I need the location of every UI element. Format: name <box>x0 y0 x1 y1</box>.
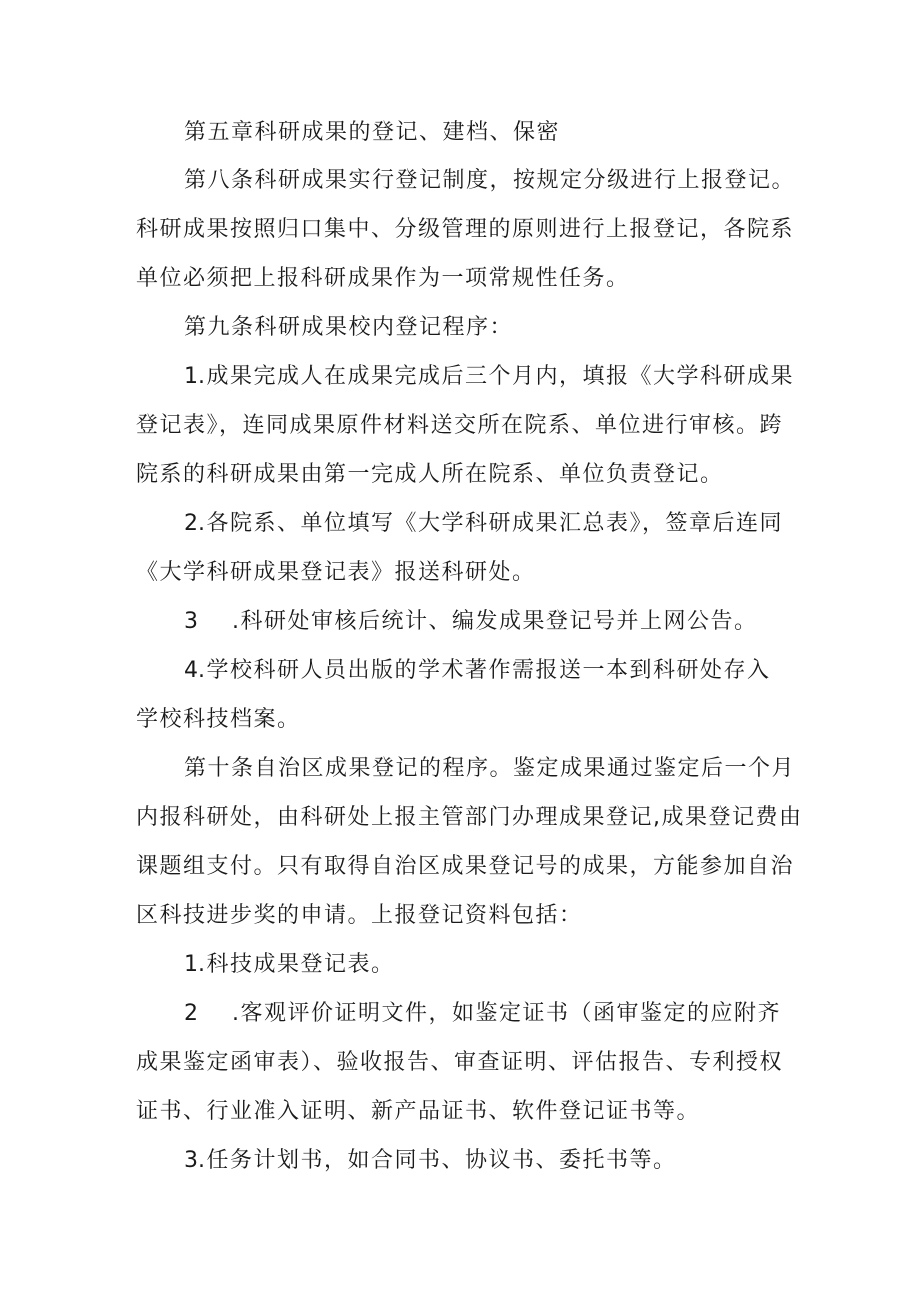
list-item <box>184 509 783 539</box>
item-number: 2 <box>184 511 200 536</box>
item-text: .各院系、单位填写《大学科研成果汇总表》，签章后连同 <box>198 511 783 536</box>
list-item-continuation: 《大学科研成果登记表》报送科研处。 <box>136 560 536 585</box>
list-item-continuation: 证书、行业准入证明、新产品证书、软件登记证书等。 <box>136 1099 701 1124</box>
list-item-continuation: 登记表》，连同成果原件材料送交所在院系、单位进行审核。跨 <box>136 413 784 438</box>
article-8-line: 单位必须把上报科研成果作为一项常规性任务。 <box>136 266 630 291</box>
item-number: 3 <box>184 1148 200 1173</box>
item-text: .客观评价证明文件，如鉴定证书（函审鉴定的应附齐 <box>232 1001 781 1026</box>
article-8-line: 科研成果按照归口集中、分级管理的原则进行上报登记，各院系 <box>136 217 795 242</box>
list-item <box>184 950 395 980</box>
item-number: 1 <box>184 364 200 389</box>
article-10-line: 内报科研处，由科研处上报主管部门办理成果登记,成果登记费由 <box>136 805 803 830</box>
item-text: .学校科研人员出版的学术著作需报送一本到科研处存入 <box>198 658 771 683</box>
item-number: 4 <box>184 658 200 683</box>
item-text: .科研处审核后统计、编发成果登记号并上网公告。 <box>232 609 758 634</box>
article-10-line: 课题组支付。只有取得自治区成果登记号的成果，方能参加自治 <box>136 854 795 879</box>
list-item-continuation: 院系的科研成果由第一完成人所在院系、单位负责登记。 <box>136 462 724 487</box>
chapter-title: 第五章科研成果的登记、建档、保密 <box>184 120 561 145</box>
list-item <box>184 607 758 637</box>
item-number: 3 <box>184 609 200 634</box>
article-10-line: 第十条自治区成果登记的程序。鉴定成果通过鉴定后一个月 <box>184 756 796 781</box>
article-8-line: 第八条科研成果实行登记制度，按规定分级进行上报登记。 <box>184 168 796 193</box>
article-9-title: 第九条科研成果校内登记程序： <box>184 315 514 340</box>
list-item <box>184 656 771 686</box>
item-text: .科技成果登记表。 <box>198 952 395 977</box>
list-item <box>184 999 781 1029</box>
item-number: 2 <box>184 1001 200 1026</box>
item-number: 1 <box>184 952 200 977</box>
item-text: .成果完成人在成果完成后三个月内，填报《大学科研成果 <box>198 364 794 389</box>
list-item <box>184 362 794 392</box>
list-item-continuation: 成果鉴定函审表）、验收报告、审查证明、评估报告、专利授权 <box>136 1050 784 1075</box>
item-text: .任务计划书，如合同书、协议书、委托书等。 <box>198 1148 677 1173</box>
list-item <box>184 1146 677 1176</box>
article-10-line: 区科技进步奖的申请。上报登记资料包括： <box>136 903 583 928</box>
list-item-continuation: 学校科技档案。 <box>136 707 301 732</box>
